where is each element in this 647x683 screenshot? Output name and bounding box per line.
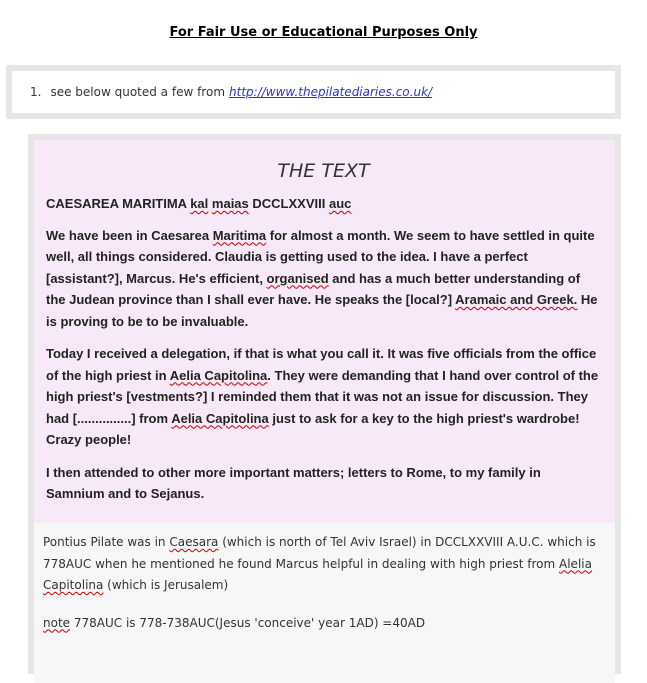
dateline-part: auc bbox=[328, 196, 352, 211]
dateline-part: maias bbox=[211, 196, 249, 211]
list-item-text: see below quoted a few from bbox=[50, 85, 226, 99]
paragraph-text: He is proving to be to be invaluable. bbox=[46, 292, 598, 329]
source-link[interactable]: http://www.thepilatediaries.co.uk/ bbox=[229, 85, 433, 99]
commentary-block bbox=[34, 523, 615, 683]
commentary-paragraph-2 bbox=[43, 613, 601, 635]
dateline-part: DCCLXXVIII bbox=[248, 196, 329, 211]
paragraph-text: and has a much better understanding of the Judean province than I shall ever have. He speaks the [local?] bbox=[46, 270, 581, 307]
commentary-text: note bbox=[43, 615, 71, 630]
disclaimer-title: For Fair Use or Educational Purposes Only bbox=[169, 25, 478, 40]
quote-paragraph-1 bbox=[46, 225, 601, 333]
source-list-panel bbox=[6, 65, 621, 119]
quote-panel bbox=[28, 134, 621, 674]
paragraph-text: We have been in Caesarea bbox=[46, 227, 213, 243]
paragraph-text: Maritima bbox=[212, 227, 267, 243]
source-list-item bbox=[12, 71, 615, 113]
paragraph-text: Aelia Capitolina bbox=[171, 410, 269, 426]
quoted-text-block bbox=[34, 140, 615, 523]
list-number: 1. bbox=[30, 85, 42, 99]
quote-paragraph-3: I then attended to other more important matters; letters to Rome, to my family in Samnium and to Sejanus. bbox=[46, 464, 541, 501]
dateline-part: CAESAREA MARITIMA bbox=[46, 196, 191, 211]
commentary-text: (which is north of Tel Aviv Israel) in DCCLXXVIII A.U.C. which is 778AUC when he mentioned he found Marcus helpful in dealing with high priest from bbox=[43, 535, 596, 571]
quote-paragraph-2 bbox=[46, 343, 601, 451]
commentary-text: (which is Jerusalem) bbox=[103, 578, 229, 592]
paragraph-text: organised bbox=[266, 270, 329, 286]
paragraph-text: Aelia Capitolina bbox=[169, 367, 268, 383]
quote-dateline bbox=[46, 193, 601, 215]
commentary-text: 778AUC is 778-738AUC(Jesus 'conceive' year 1AD) =40AD bbox=[70, 615, 426, 630]
dateline-part: kal bbox=[190, 196, 209, 211]
paragraph-text: Today I received a delegation, if that is what you call it. It was five officials from the office of the high priest in bbox=[46, 346, 597, 383]
paragraph-text: Aramaic and Greek. bbox=[455, 292, 578, 307]
commentary-paragraph-1 bbox=[43, 532, 601, 597]
commentary-text: Alelia Capitolina bbox=[43, 556, 592, 592]
paragraph-text: for almost a month. We seem to have settled in quite well, all things considered. Claudia is getting used to the idea. I have a perfect [assistant?], Marcus. He's efficient, bbox=[46, 227, 595, 286]
paragraph-text: . They were demanding that I hand over control of the high priest's [vestments?] I reminded them that it was not an issue for discussion. They had [...............] from bbox=[46, 367, 599, 426]
quote-heading: THE TEXT bbox=[277, 160, 370, 182]
commentary-text: Pontius Pilate was in bbox=[43, 535, 170, 549]
paragraph-text: just to ask for a key to the high priest's wardrobe! Crazy people! bbox=[46, 410, 580, 447]
commentary-text: Caesara bbox=[169, 535, 219, 549]
